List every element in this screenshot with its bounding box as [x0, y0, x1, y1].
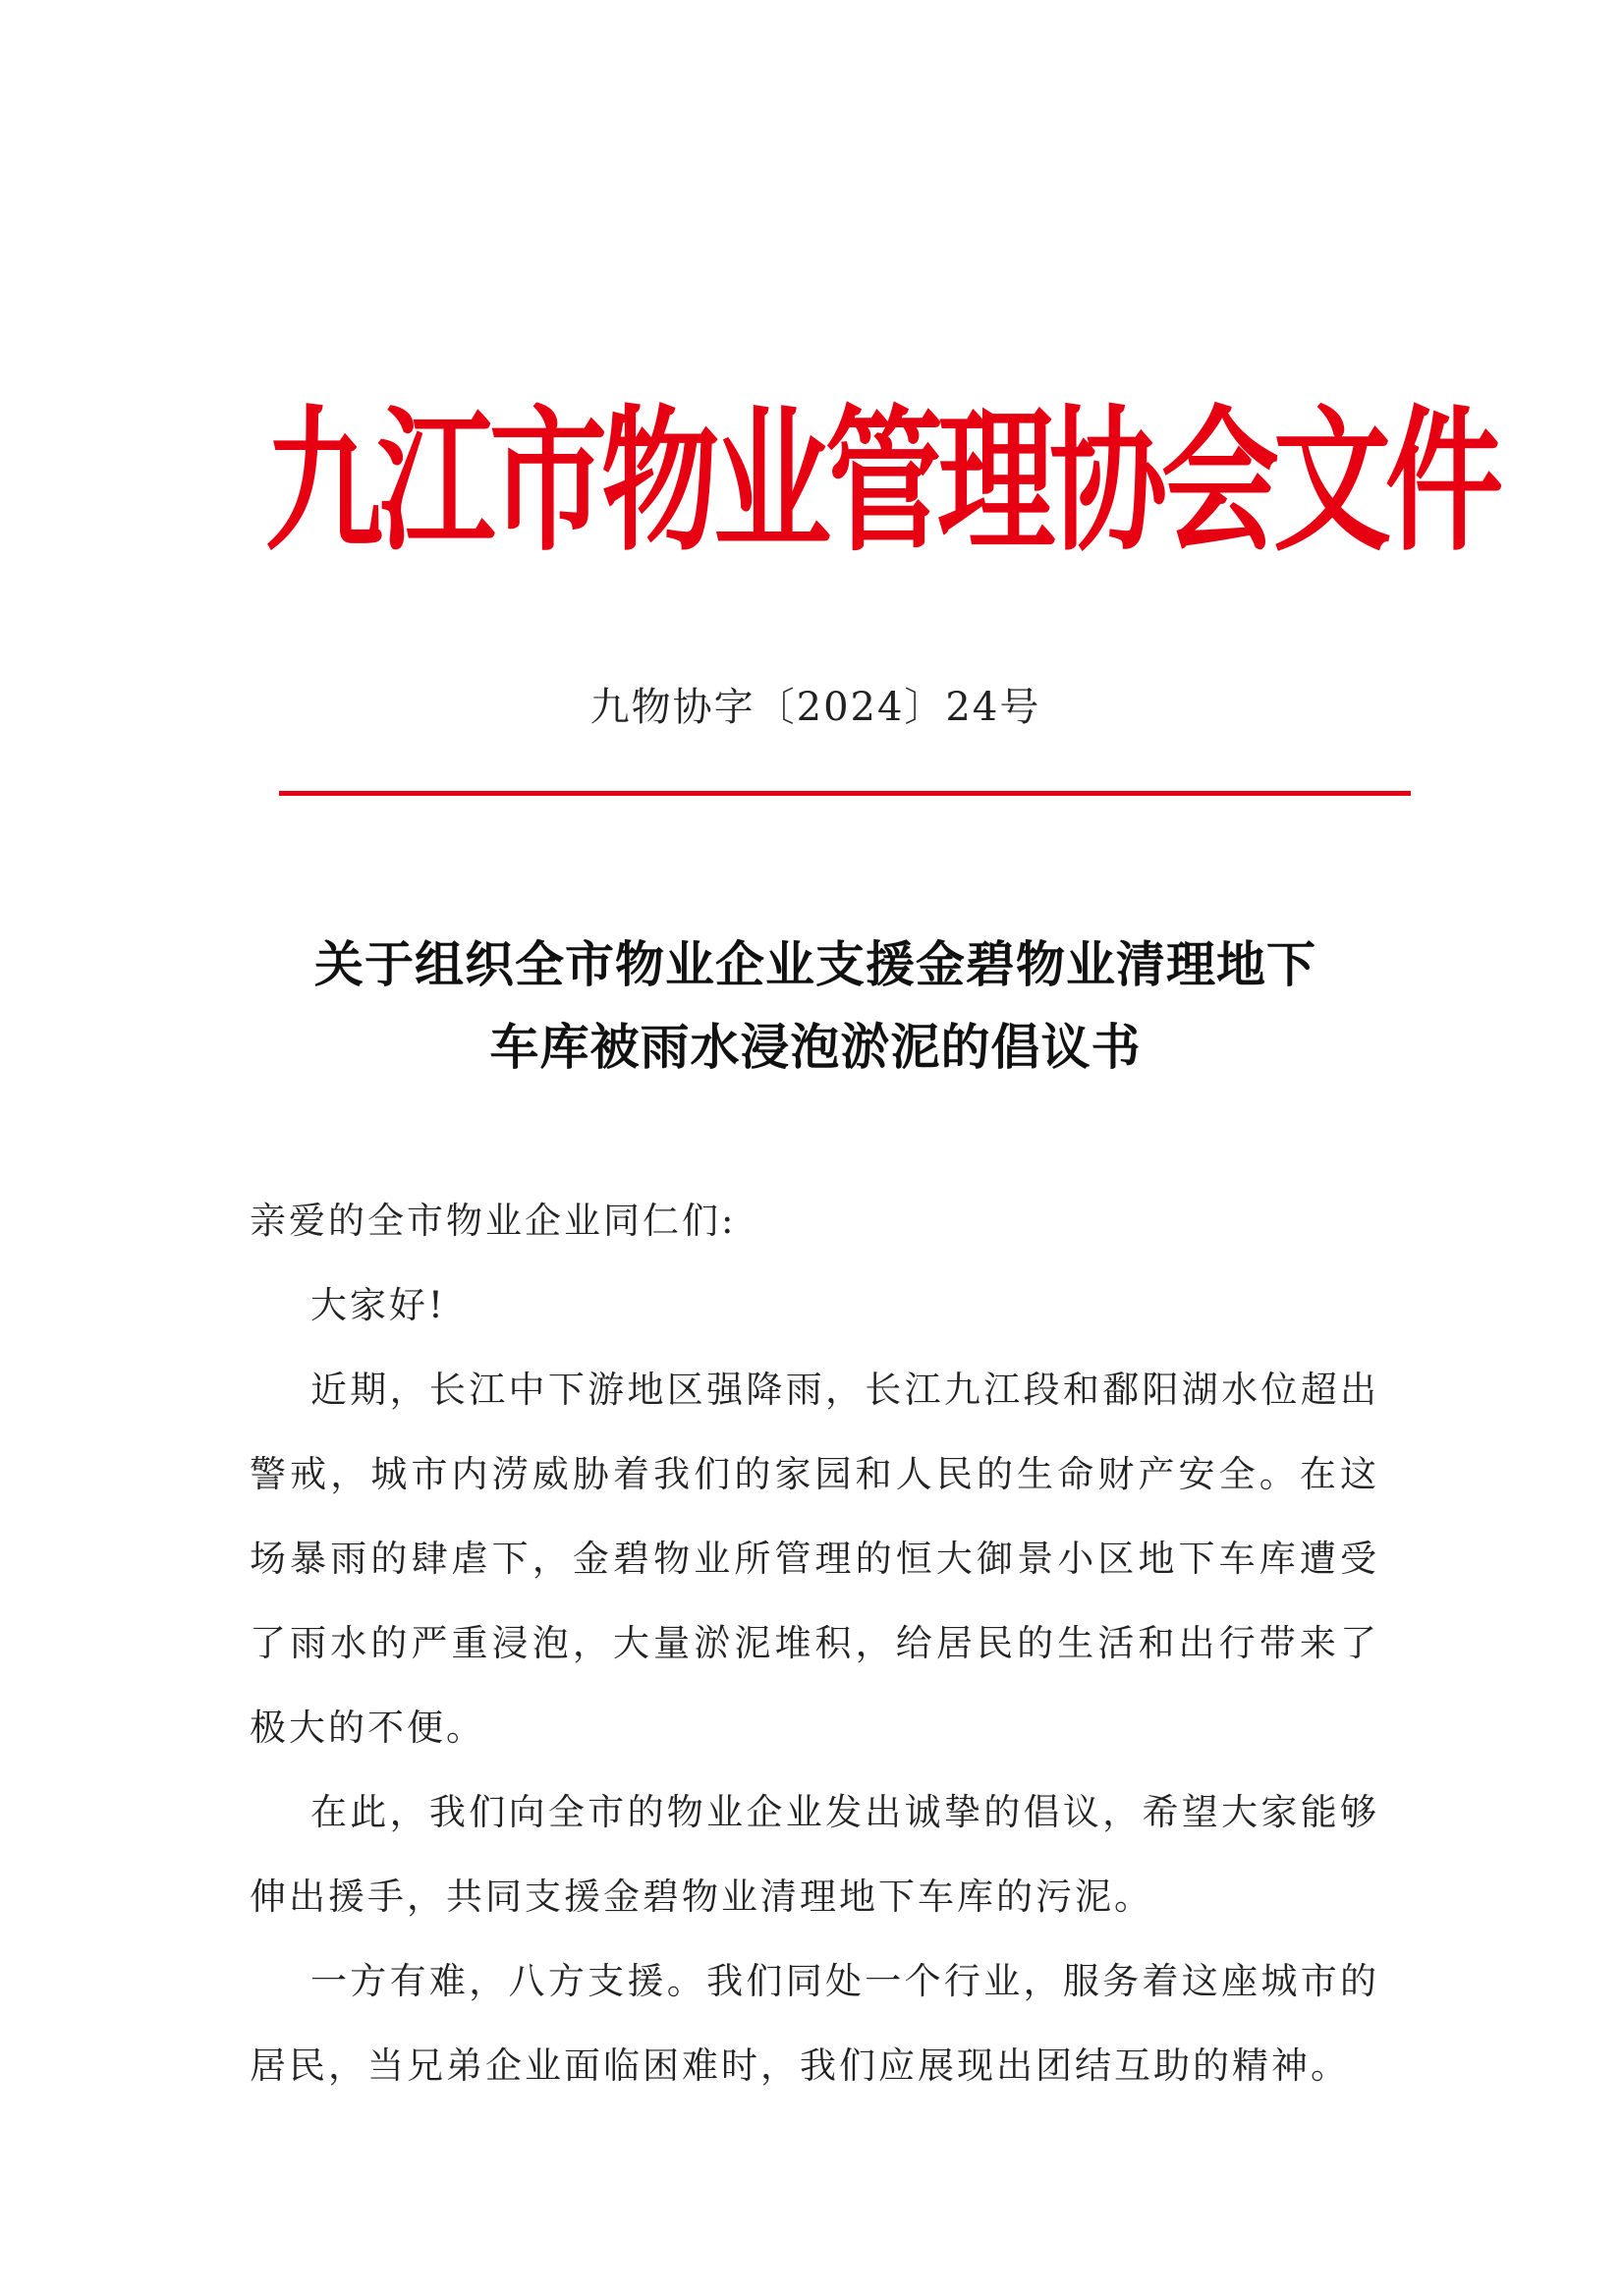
- body-paragraph: 一方有难，八方支援。我们同处一个行业，服务着这座城市的居民，当兄弟企业面临困难时，我们应展现出团结互助的精神。: [250, 1960, 1379, 2087]
- greeting: 大家好!: [310, 1284, 446, 1326]
- body-paragraph: 近期，长江中下游地区强降雨，长江九江段和鄱阳湖水位超出警戒，城市内涝威胁着我们的家园和人民的生命财产安全。在这场暴雨的肆虐下，金碧物业所管理的恒大御景小区地下车库遭受了雨水的严重浸泡，大量淤泥堆积，给居民的生活和出行带来了极大的不便。: [250, 1369, 1379, 1749]
- document-title: [246, 924, 1385, 1089]
- salutation: 亲爱的全市物业企业同仁们:: [250, 1200, 737, 1242]
- document-title-line-1: 关于组织全市物业企业支援金碧物业清理地下: [314, 935, 1316, 993]
- document-number: 九物协字〔2024〕24号: [589, 685, 1041, 730]
- body-paragraph: 在此，我们向全市的物业企业发出诚挚的倡议，希望大家能够伸出援手，共同支援金碧物业清理地下车库的污泥。: [250, 1791, 1379, 1918]
- document-body: [250, 1179, 1379, 2108]
- document-title-line-2: 车库被雨水浸泡淤泥的倡议书: [489, 1018, 1142, 1076]
- red-divider-line: [279, 791, 1411, 796]
- masthead-title: 九江市物业管理协会文件: [265, 392, 1497, 574]
